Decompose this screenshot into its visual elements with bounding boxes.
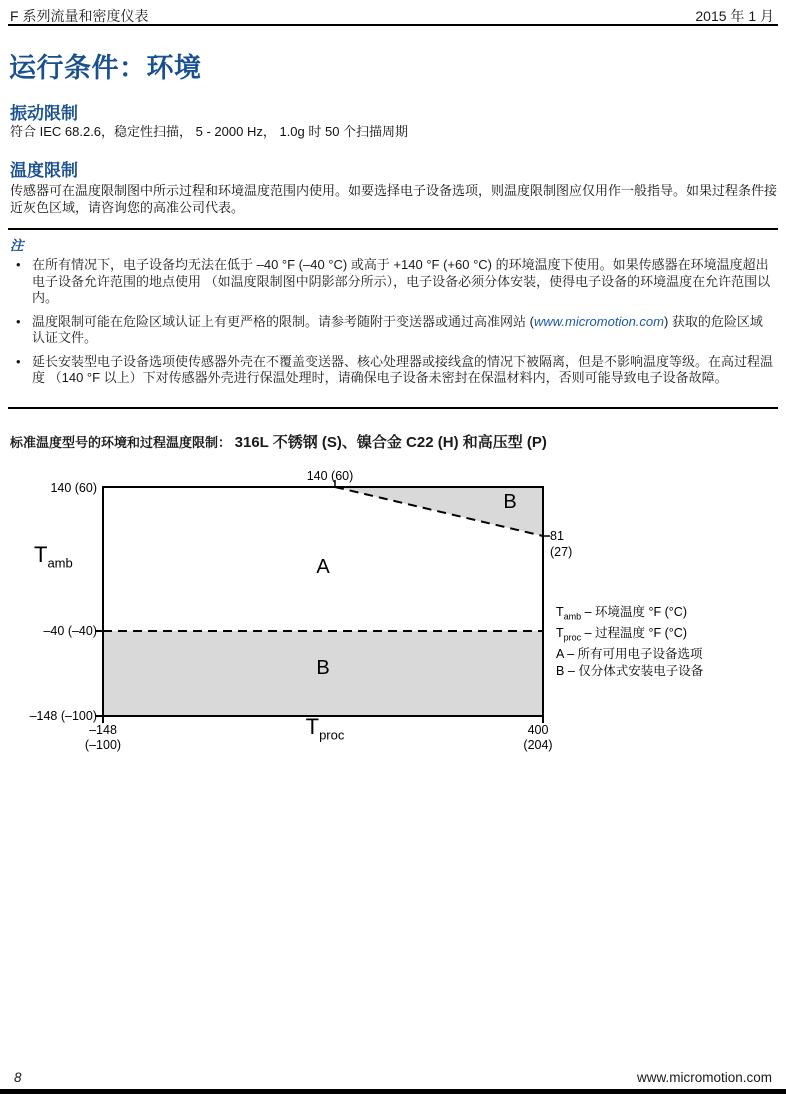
note-bullet-text-post: ) 获取的危险区域认证文件。 <box>32 313 763 345</box>
header-date: 2015 年 1 月 <box>695 8 774 24</box>
legend-item-a <box>556 646 703 663</box>
x-tick-left-f: –148 <box>89 723 117 737</box>
legend-item-tproc <box>556 625 703 646</box>
footer-page-number: 8 <box>14 1070 22 1085</box>
legend-text: – 过程温度 °F (°C) <box>581 626 687 640</box>
footer-website[interactable]: www.micromotion.com <box>636 1070 772 1085</box>
note-rule-bottom <box>8 407 778 409</box>
chart-caption-prefix: 标准温度型号的环境和过程温度限制： <box>10 435 232 450</box>
note-bullet-list <box>14 257 774 394</box>
page-title: 运行条件：环境 <box>9 53 202 83</box>
vibration-spec-text: 符合 IEC 68.2.6，稳定性扫描， 5 - 2000 Hz， 1.0g 时 50 个扫描周期 <box>10 124 409 139</box>
y-tick-top: 140 (60) <box>50 481 97 495</box>
note-bullet-text: 在所有情况下，电子设备均无法在低于 –40 °F (–40 °C) 或高于 +140 °F (+60 °C) 的环境温度下使用。如果传感器在环境温度超出电子设备允许范围的地点使用 （如温度限制图中阴影部分所示），电子设备必须分体安装，使得电子设备的环境温度在允许范围以内。 <box>32 257 771 305</box>
x-axis-label <box>275 714 375 743</box>
y-axis-symbol: T <box>34 542 48 567</box>
legend-text: – 所有可用电子设备选项 <box>563 647 703 661</box>
right-annotation-c: (27) <box>550 545 573 559</box>
legend-text: – 环境温度 °F (°C) <box>581 605 687 619</box>
note-bullet-text: 延长安装型电子设备选项使传感器外壳在不覆盖变送器、核心处理器或接线盒的情况下被隔离，但是不影响温度等级。在高过程温度 （140 °F 以上）下对传感器外壳进行保温处理时，请确保电子设备未密封在保温材料内，否则可能导致电子设备故障。 <box>32 353 774 385</box>
x-tick-right-c: (204) <box>523 738 553 752</box>
header-rule <box>8 24 778 26</box>
y-tick-mid: –40 (–40) <box>43 624 97 638</box>
micromotion-link[interactable]: www.micromotion.com <box>533 313 664 329</box>
chart-legend <box>556 604 703 679</box>
note-bullet-text-pre: 温度限制可能在危险区域认证上有更严格的限制。请参考随附于变送器或通过高准网站 ( <box>32 313 534 329</box>
section-heading-temperature: 温度限制 <box>10 161 78 180</box>
region-a-label: A <box>316 556 330 578</box>
y-axis-subscript: amb <box>47 555 73 571</box>
x-axis-subscript: proc <box>319 727 345 743</box>
legend-sub: amb <box>563 611 582 622</box>
temperature-intro-text: 传感器可在温度限制图中所示过程和环境温度范围内使用。如要选择电子设备选项，则温度限制图应仅用作一般指导。如果过程条件接近灰色区域，请咨询您的高准公司代表。 <box>10 183 778 215</box>
legend-item-b <box>556 663 703 680</box>
note-rule-top <box>8 228 778 230</box>
chart-caption-models: 316L 不锈钢 (S)、镍合金 C22 (H) 和高压型 (P) <box>234 434 547 451</box>
y-axis-label <box>34 542 73 571</box>
note-label: 注 <box>10 238 24 253</box>
section-heading-vibration: 振动限制 <box>10 104 78 123</box>
right-annotation-f: 81 <box>550 529 564 543</box>
x-axis-symbol: T <box>305 714 320 739</box>
note-bullet-extended-mount <box>14 354 774 387</box>
header-document-title: F 系列流量和密度仪表 <box>10 8 149 24</box>
legend-item-tamb <box>556 604 703 625</box>
note-bullet-hazardous-area <box>14 314 774 347</box>
legend-sym: A <box>556 647 564 661</box>
legend-sym: T <box>556 626 564 640</box>
region-b-lower-label: B <box>316 657 330 679</box>
legend-sym: T <box>556 605 564 619</box>
y-tick-bottom: –148 (–100) <box>29 709 97 723</box>
chart-caption <box>10 431 780 452</box>
footer-bar <box>0 1089 786 1094</box>
note-bullet-ambient-limits <box>14 257 774 307</box>
legend-text: – 仅分体式安装电子设备 <box>564 663 704 678</box>
top-annotation: 140 (60) <box>306 469 354 483</box>
legend-sub: proc <box>563 632 582 643</box>
x-tick-left-c: (–100) <box>84 738 122 752</box>
region-b-upper-label: B <box>503 491 517 513</box>
legend-sym: B <box>556 663 565 678</box>
x-tick-right-f: 400 <box>527 723 549 737</box>
